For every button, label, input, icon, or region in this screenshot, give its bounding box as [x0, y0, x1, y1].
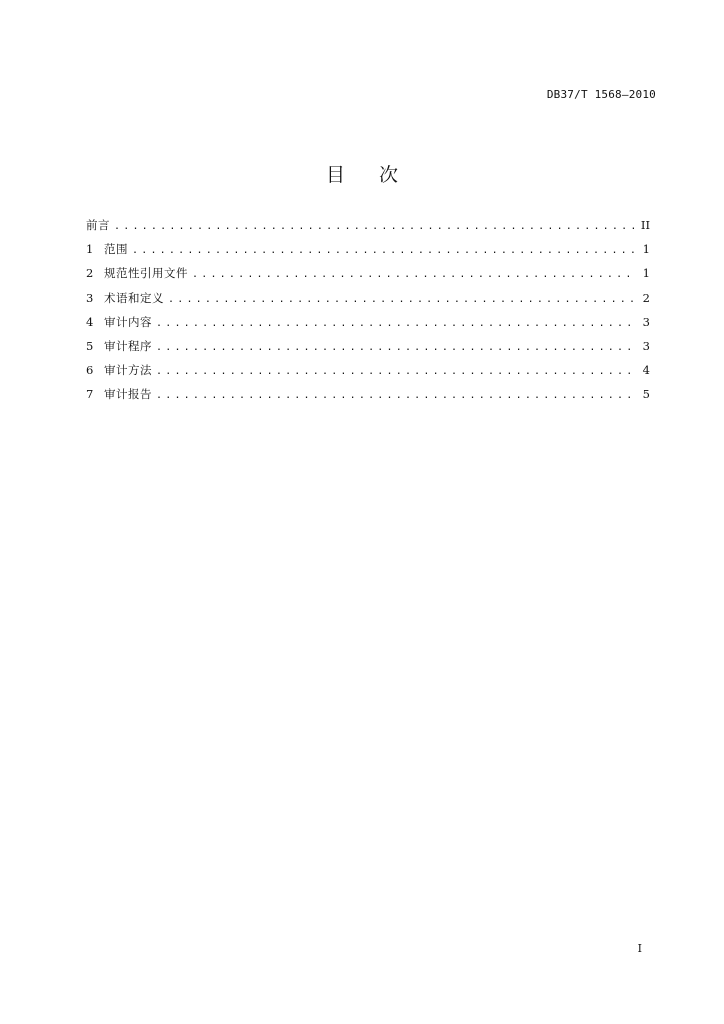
toc-entry-number: 5	[86, 338, 94, 353]
toc-leader-dots	[156, 365, 636, 379]
toc-entry-page: 2	[642, 290, 650, 305]
toc-entry-terms-definitions[interactable]	[86, 291, 650, 315]
toc-entry-number: 6	[86, 363, 94, 378]
page-number: I	[637, 942, 642, 955]
toc-entry-number: 3	[86, 290, 94, 305]
toc-entry-label: 审计方法	[104, 363, 152, 378]
toc-entry-number: 1	[86, 242, 94, 257]
toc-title-char-2: 次	[379, 164, 399, 186]
toc-leader-dots	[192, 268, 636, 282]
toc-entry-foreword[interactable]	[86, 218, 650, 242]
toc-entry-page: 3	[642, 314, 650, 329]
toc-entry-label: 术语和定义	[104, 290, 164, 305]
toc-entry-page: II	[640, 218, 650, 232]
toc-entry-scope[interactable]	[86, 242, 650, 266]
toc-entry-page: 1	[642, 242, 650, 257]
toc-entry-label: 范围	[104, 242, 128, 257]
toc-entry-page: 3	[642, 338, 650, 353]
toc-entry-audit-report[interactable]	[86, 387, 650, 411]
toc-entry-label: 审计报告	[104, 387, 152, 402]
toc-title-char-1: 目	[325, 164, 345, 186]
toc-entry-label: 前言	[86, 218, 110, 232]
toc-leader-dots	[132, 244, 636, 258]
toc-title	[0, 160, 724, 187]
toc-entry-page: 1	[642, 266, 650, 281]
toc-entry-audit-content[interactable]	[86, 315, 650, 339]
toc-entry-label: 审计程序	[104, 338, 152, 353]
toc-leader-dots	[114, 220, 635, 234]
toc-entry-normative-references[interactable]	[86, 266, 650, 290]
document-code: DB37/T 1568—2010	[546, 88, 656, 101]
toc-entry-label: 规范性引用文件	[104, 266, 188, 281]
toc-leader-dots	[168, 293, 636, 307]
toc-entry-page: 5	[642, 387, 650, 402]
toc-entry-label: 审计内容	[104, 314, 152, 329]
toc-entry-number: 7	[86, 387, 94, 402]
toc-list	[86, 218, 650, 412]
toc-entry-number: 2	[86, 266, 94, 281]
toc-entry-number: 4	[86, 314, 94, 329]
toc-leader-dots	[156, 389, 636, 403]
toc-entry-page: 4	[642, 363, 650, 378]
toc-leader-dots	[156, 341, 636, 355]
toc-entry-audit-procedure[interactable]	[86, 339, 650, 363]
toc-entry-audit-method[interactable]	[86, 363, 650, 387]
toc-leader-dots	[156, 317, 636, 331]
